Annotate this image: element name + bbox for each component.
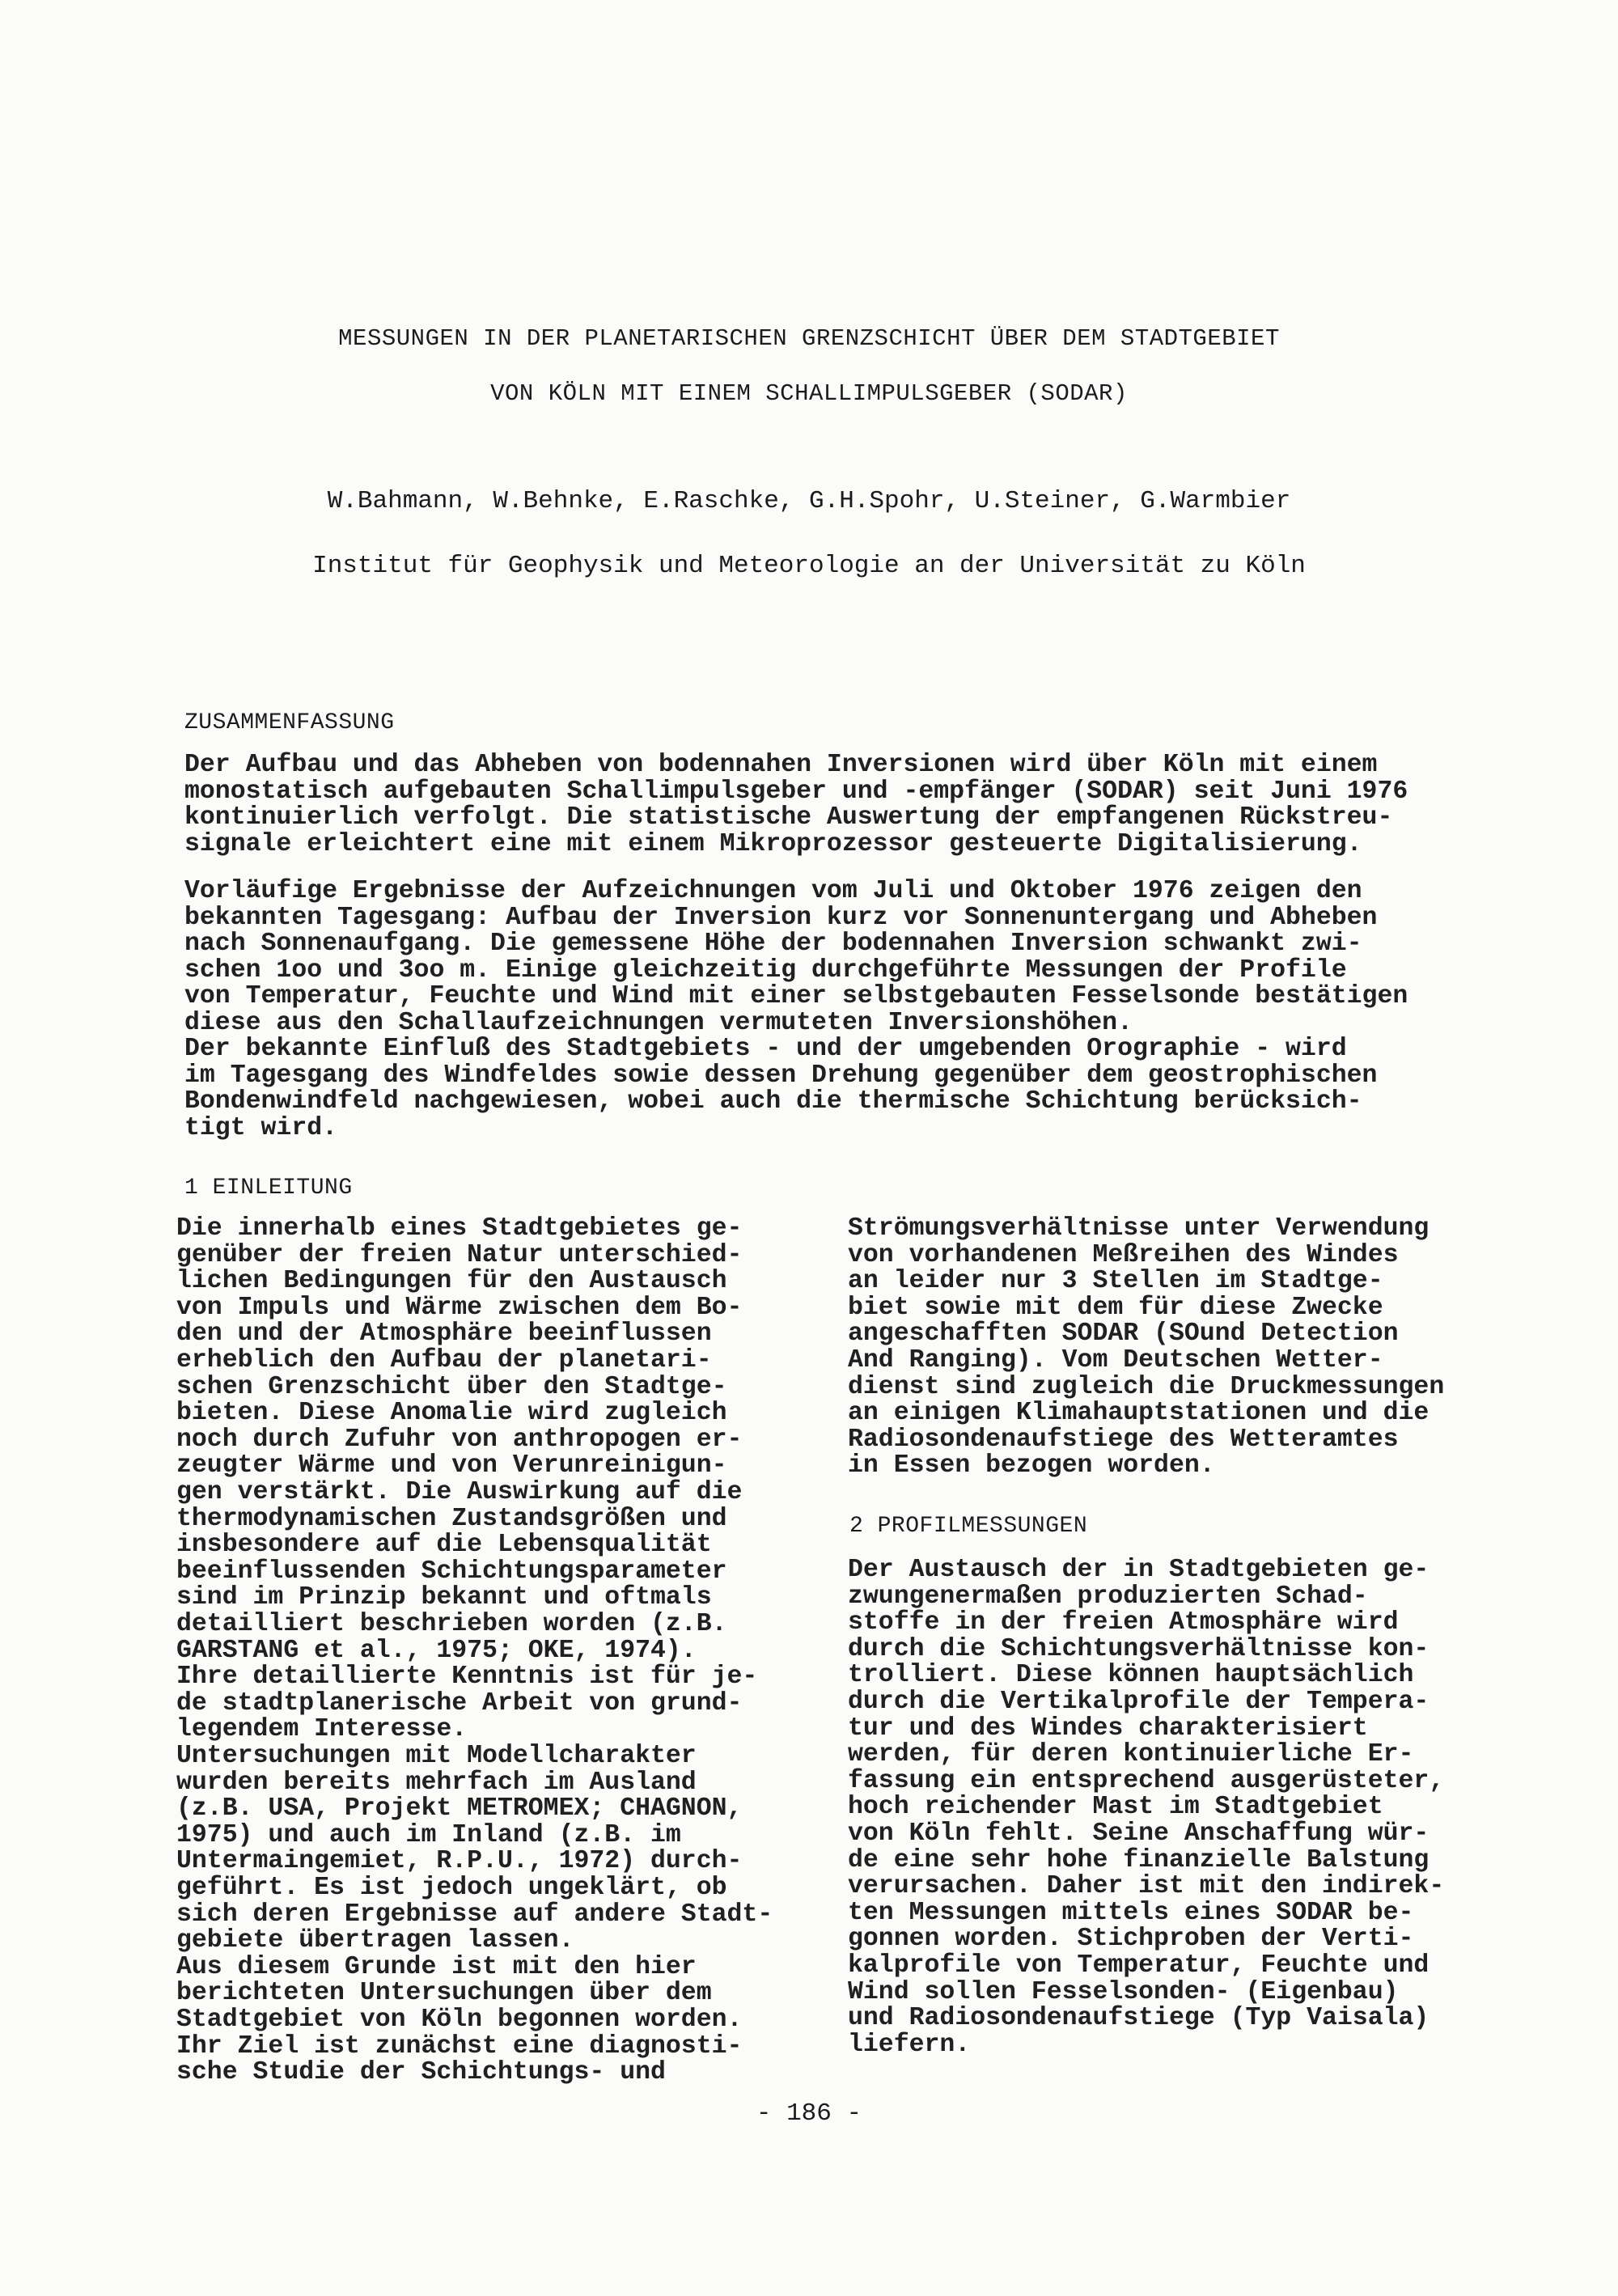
text-line: de stadtplanerische Arbeit von grund- [176,1688,743,1718]
text-line: kalprofile von Temperatur, Feuchte und [848,1951,1430,1980]
text-line: sich deren Ergebnisse auf andere Stadt- [176,1900,773,1929]
text-line: Der bekannte Einfluß des Stadtgebiets - und der umgebenden Orographie - wird [184,1035,1347,1063]
text-line: von Temperatur, Feuchte und Wind mit einer selbstgebauten Fesselsonde bestätigen [184,982,1408,1010]
text-line: an leider nur 3 Stellen im Stadtge- [848,1267,1383,1296]
text-line: thermodynamischen Zustandsgrößen und [176,1504,727,1533]
text-line: sche Studie der Schichtungs- und [176,2058,666,2087]
abstract-heading: ZUSAMMENFASSUNG [184,710,395,735]
text-line: Untersuchungen mit Modellcharakter [176,1742,697,1770]
text-line: lichen Bedingungen für den Austausch [176,1267,727,1296]
text-line: fassung ein entsprechend ausgerüsteter, [848,1766,1445,1795]
text-line: tigt wird. [184,1113,338,1142]
text-line: GARSTANG et al., 1975; OKE, 1974). [176,1636,697,1665]
text-line: detailliert beschrieben worden (z.B. [176,1610,727,1638]
text-line: verursachen. Daher ist mit den indirek- [848,1872,1445,1901]
text-line: beeinflussenden Schichtungsparameter [176,1557,727,1586]
text-line: kontinuierlich verfolgt. Die statistische Auswertung der empfangenen Rückstreu- [184,803,1393,832]
text-line: gonnen worden. Stichproben der Verti- [848,1925,1414,1954]
text-line: Wind sollen Fesselsonden- (Eigenbau) [848,1977,1399,2006]
text-line: trolliert. Diese können hauptsächlich [848,1661,1414,1690]
text-line: schen Grenzschicht über den Stadtge- [176,1372,727,1401]
text-line: werden, für deren kontinuierliche Er- [848,1740,1414,1769]
text-line: von Köln fehlt. Seine Anschaffung wür- [848,1819,1430,1848]
title-line-1: MESSUNGEN IN DER PLANETARISCHEN GRENZSCHICHT ÜBER DEM STADTGEBIET [338,325,1280,352]
institute-affiliation: Institut für Geophysik und Meteorologie an der Universität zu Köln [312,552,1306,580]
text-line: Stadtgebiet von Köln begonnen worden. [176,2006,743,2034]
title-line-2: VON KÖLN MIT EINEM SCHALLIMPULSGEBER (SODAR) [490,380,1128,407]
text-line: gebiete übertragen lassen. [176,1926,574,1955]
text-line: stoffe in der freien Atmosphäre wird [848,1608,1399,1637]
text-line: in Essen bezogen worden. [848,1451,1215,1481]
text-line: an einigen Klimahauptstationen und die [848,1399,1430,1428]
text-line: And Ranging). Vom Deutschen Wetter- [848,1346,1383,1375]
text-line: den und der Atmosphäre beeinflussen [176,1320,712,1349]
text-line: Die innerhalb eines Stadtgebietes ge- [176,1214,743,1243]
text-line: liefern. [848,2030,971,2059]
text-line: Aus diesem Grunde ist mit den hier [176,1952,697,1981]
text-line: im Tagesgang des Windfeldes sowie dessen Drehung gegenüber dem geostrophischen [184,1061,1378,1090]
text-line: (z.B. USA, Projekt METROMEX; CHAGNON, [176,1794,743,1824]
text-line: angeschafften SODAR (SOund Detection [848,1320,1399,1349]
author-list: W.Bahmann, W.Behnke, E.Raschke, G.H.Spohr, U.Steiner, G.Warmbier [327,487,1291,515]
text-line: Der Austausch der in Stadtgebieten ge- [848,1556,1430,1584]
section-1-heading: 1 EINLEITUNG [184,1176,353,1201]
text-line: von Impuls und Wärme zwischen dem Bo- [176,1293,743,1322]
text-line: legendem Interesse. [176,1715,468,1744]
text-line: tur und des Windes charakterisiert [848,1714,1368,1743]
text-line: und Radiosondenaufstiege (Typ Vaisala) [848,2004,1430,2033]
text-line: monostatisch aufgebauten Schallimpulsgeber und -empfänger (SODAR) seit Juni 1976 [184,777,1408,806]
text-line: durch die Schichtungsverhältnisse kon- [848,1634,1430,1663]
text-line: geführt. Es ist jedoch ungeklärt, ob [176,1874,727,1902]
text-line: diese aus den Schallaufzeichnungen vermuteten Inversionshöhen. [184,1008,1133,1037]
text-line: de eine sehr hohe finanzielle Balstung [848,1845,1430,1875]
text-line: nach Sonnenaufgang. Die gemessene Höhe der bodennahen Inversion schwankt zwi- [184,930,1362,958]
text-line: dienst sind zugleich die Druckmessungen [848,1372,1445,1401]
text-line: zeugter Wärme und von Verunreinigun- [176,1451,727,1481]
text-line: genüber der freien Natur unterschied- [176,1240,743,1269]
text-line: ten Messungen mittels eines SODAR be- [848,1898,1414,1927]
text-line: Bondenwindfeld nachgewiesen, wobei auch die thermische Schichtung berücksich- [184,1087,1362,1116]
text-line: berichteten Untersuchungen über dem [176,1979,712,2008]
text-line: noch durch Zufuhr von anthropogen er- [176,1425,743,1454]
section-2-heading: 2 PROFILMESSUNGEN [849,1514,1088,1539]
text-line: Strömungsverhältnisse unter Verwendung [848,1214,1430,1243]
text-line: insbesondere auf die Lebensqualität [176,1531,712,1560]
text-line: von vorhandenen Meßreihen des Windes [848,1240,1399,1269]
text-line: Radiosondenaufstiege des Wetteramtes [848,1425,1399,1454]
text-line: erheblich den Aufbau der planetari- [176,1346,712,1375]
text-line: biet sowie mit dem für diese Zwecke [848,1293,1383,1322]
text-line: hoch reichender Mast im Stadtgebiet [848,1793,1383,1822]
text-line: Ihre detaillierte Kenntnis ist für je- [176,1663,758,1692]
text-line: bekannten Tagesgang: Aufbau der Inversion kurz vor Sonnenuntergang und Abheben [184,903,1378,932]
text-line: Untermaingemiet, R.P.U., 1972) durch- [176,1847,743,1876]
text-line: sind im Prinzip bekannt und oftmals [176,1583,712,1612]
text-line: 1975) und auch im Inland (z.B. im [176,1820,681,1849]
text-line: bieten. Diese Anomalie wird zugleich [176,1399,727,1428]
page-number: - 186 - [756,2099,862,2128]
text-line: Ihr Ziel ist zunächst eine diagnosti- [176,2031,743,2061]
text-line: Vorläufige Ergebnisse der Aufzeichnungen vom Juli und Oktober 1976 zeigen den [184,877,1362,905]
text-line: durch die Vertikalprofile der Tempera- [848,1688,1430,1716]
text-line: schen 1oo und 3oo m. Einige gleichzeitig durchgeführte Messungen der Profile [184,955,1347,985]
text-line: signale erleichtert eine mit einem Mikroprozessor gesteuerte Digitalisierung. [184,829,1362,858]
text-line: zwungenermaßen produzierten Schad- [848,1582,1368,1611]
text-line: Der Aufbau und das Abheben von bodennahen Inversionen wird über Köln mit einem [184,751,1378,779]
text-line: gen verstärkt. Die Auswirkung auf die [176,1478,743,1506]
text-line: wurden bereits mehrfach im Ausland [176,1768,697,1797]
